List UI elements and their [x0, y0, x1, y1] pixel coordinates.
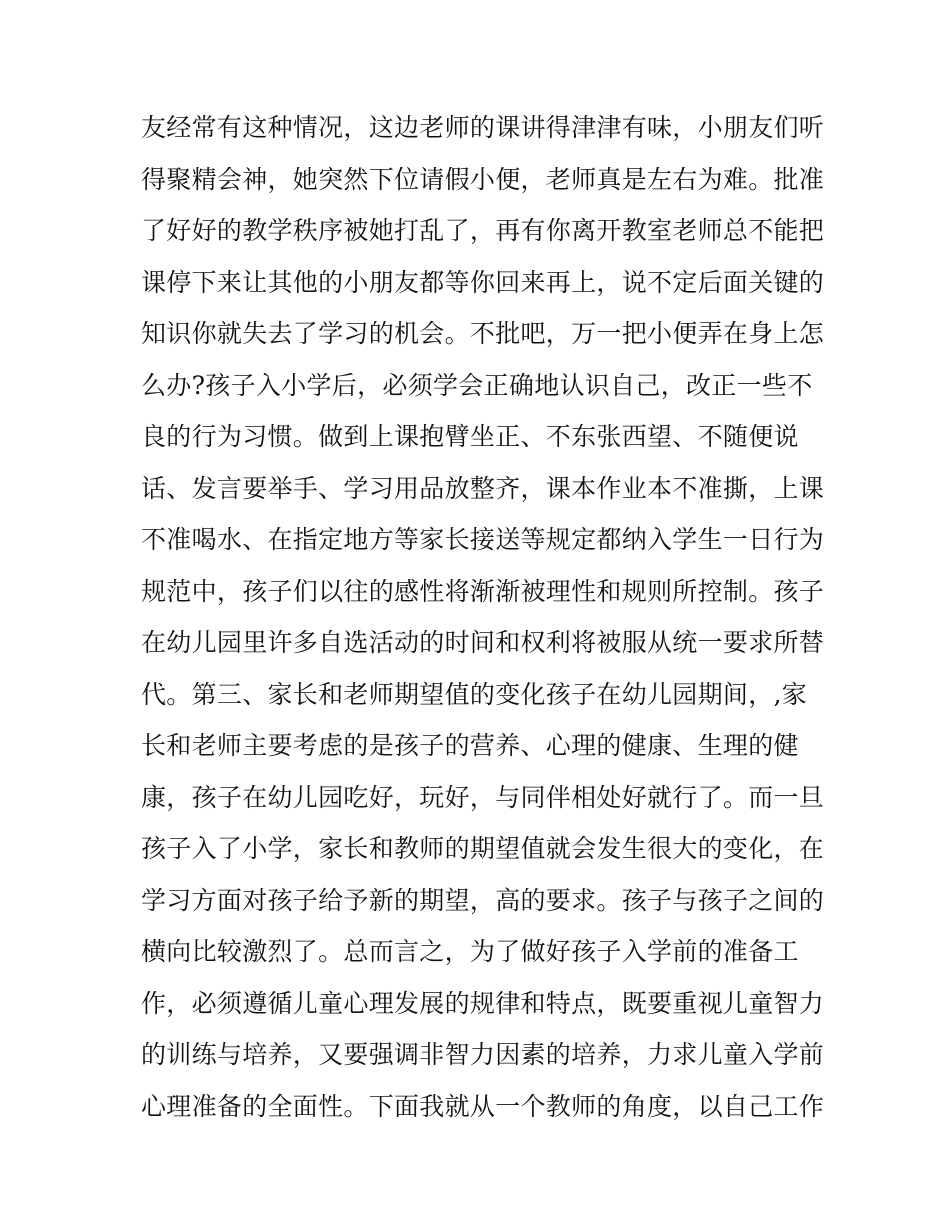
text-line: 学习方面对孩子给予新的期望，高的要求。孩子与孩子之间的: [141, 885, 825, 915]
text-line: 孩子入了小学，家长和教师的期望值就会发生很大的变化，在: [141, 834, 825, 863]
text-line: 课停下来让其他的小朋友都等你回来再上，说不定后面关键的: [141, 267, 825, 297]
text-line: 话、发言要举手、学习用品放整齐，课本作业本不准撕，上课: [141, 473, 825, 503]
body-text: [141, 102, 825, 1132]
text-line: 友经常有这种情况，这边老师的课讲得津津有味，小朋友们听: [141, 113, 825, 142]
text-line: 作，必须遵循儿童心理发展的规律和特点，既要重视儿童智力: [141, 988, 825, 1018]
text-line: 知识你就失去了学习的机会。不批吧，万一把小便弄在身上怎: [141, 319, 825, 348]
text-line: 得聚精会神，她突然下位请假小便，老师真是左右为难。批准: [141, 164, 825, 194]
text-line: 代。第三、家长和老师期望值的变化孩子在幼儿园期间，,家: [141, 679, 808, 709]
text-line: 的训练与培养，又要强调非智力因素的培养，力求儿童入学前: [141, 1040, 825, 1069]
text-line: 康，孩子在幼儿园吃好，玩好，与同伴相处好就行了。而一旦: [141, 782, 825, 812]
text-line: 长和老师主要考虑的是孩子的营养、心理的健康、生理的健: [141, 731, 799, 760]
text-line: 规范中，孩子们以往的感性将渐渐被理性和规则所控制。孩子: [141, 576, 825, 606]
text-line: 良的行为习惯。做到上课抱臂坐正、不东张西望、不随便说: [141, 422, 799, 451]
text-line: 了好好的教学秩序被她打乱了，再有你离开教室老师总不能把: [141, 216, 825, 245]
text-line: 心理准备的全面性。下面我就从一个教师的角度，以自己工作: [141, 1091, 825, 1121]
text-line: 在幼儿园里许多自选活动的时间和权利将被服从统一要求所替: [141, 628, 825, 657]
text-line: 横向比较激烈了。总而言之，为了做好孩子入学前的准备工: [141, 937, 799, 966]
text-line: 不准喝水、在指定地方等家长接送等规定都纳入学生一日行为: [141, 525, 825, 554]
text-line: 么办?孩子入小学后，必须学会正确地认识自己，改正一些不: [141, 370, 813, 400]
